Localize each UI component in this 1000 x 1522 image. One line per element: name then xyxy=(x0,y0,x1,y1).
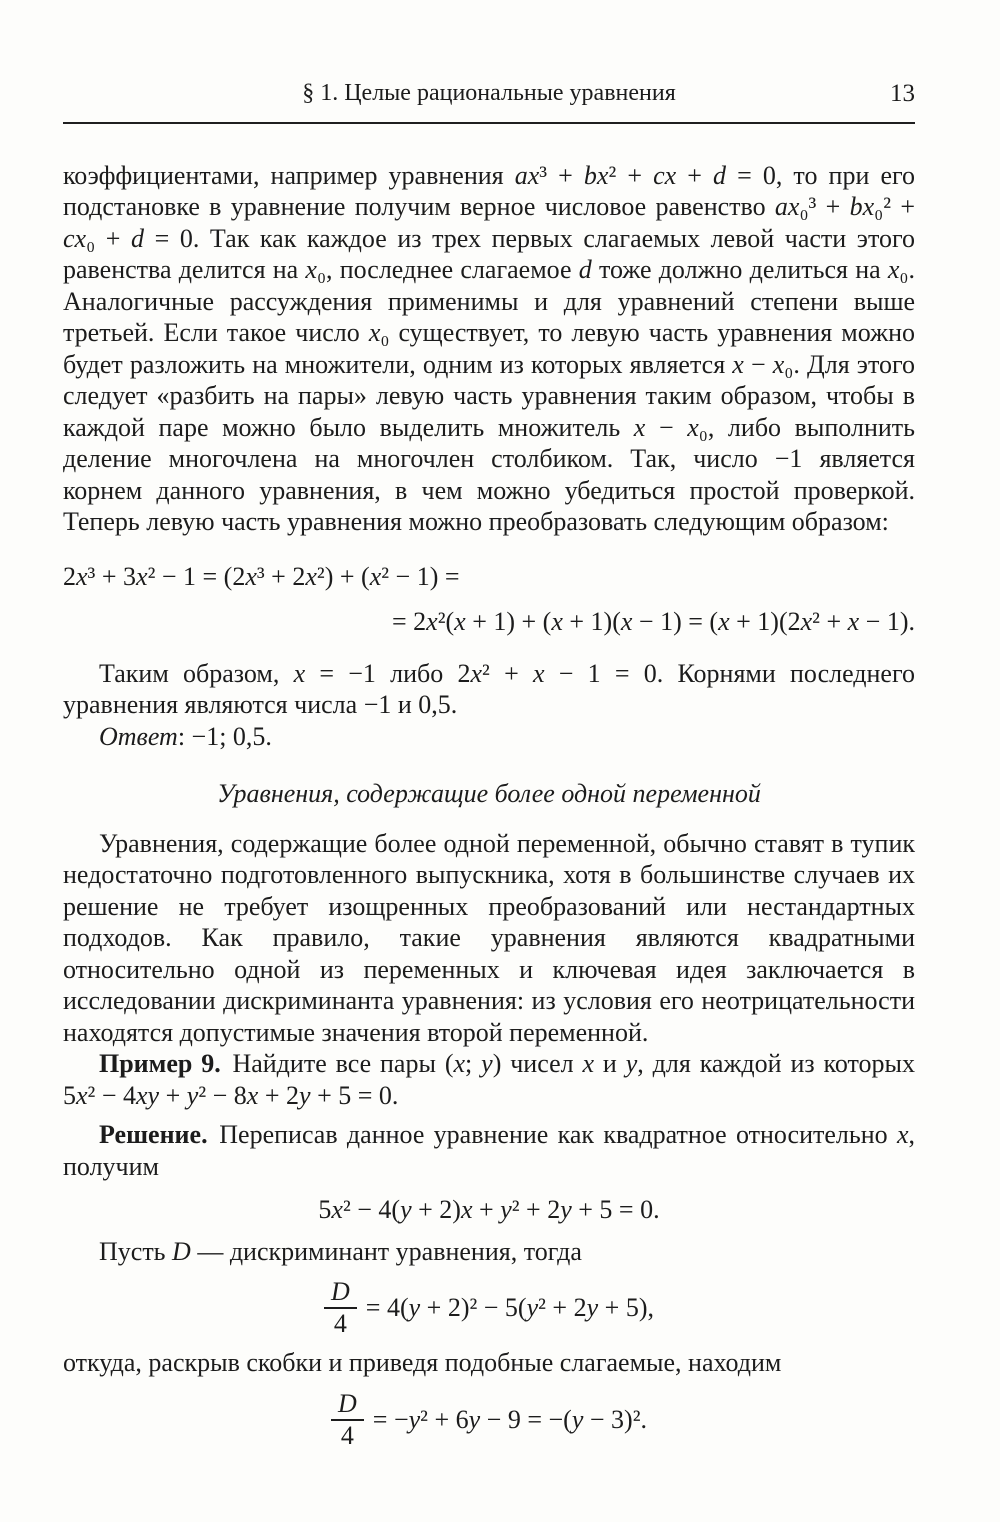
display-equation-discriminant xyxy=(63,1279,915,1337)
running-head-title: § 1. Целые рациональные уравнения xyxy=(302,80,676,106)
paragraph-let-discriminant: Пусть D — дискриминант уравнения, тогда xyxy=(99,1236,582,1266)
spacer xyxy=(63,1111,915,1119)
solution-text: Переписав данное уравнение как квадратное относительно x, получим xyxy=(63,1120,915,1181)
equation-discriminant-rest: = 4(y + 2)² − 5(y² + 2y + 5), xyxy=(365,1293,654,1323)
paragraph-thus: Таким образом, x = −1 либо 2x² + x − 1 = 0. Корнями последнего уравнения являются числа −1 и 0,5. xyxy=(63,658,915,719)
example-paragraph xyxy=(63,1048,915,1111)
running-head xyxy=(63,78,915,124)
answer-value: : −1; 0,5. xyxy=(177,721,272,751)
solution-label: Решение. xyxy=(99,1120,208,1149)
fraction-denominator: 4 xyxy=(333,1309,347,1338)
fraction-d-over-4-2 xyxy=(331,1388,364,1450)
fraction-d-over-4 xyxy=(324,1279,357,1337)
fraction-denominator-2: 4 xyxy=(340,1420,354,1450)
equation-simplified-rest: = −y² + 6y − 9 = −(y − 3)². xyxy=(372,1404,647,1434)
example-text: Найдите все пары (x; y) чисел x и y, для каждой из которых 5x² − 4xy + y² − 8x + 2y + 5 = 0. xyxy=(63,1049,915,1110)
solution-paragraph xyxy=(63,1119,915,1182)
paragraph-coefficients: коэффициентами, например уравнения ax³ + bx² + cx + d = 0, то при его подстановке в уравнение получим верное числовое равенство ax₀³ + bx₀² + cx₀ + d = 0. Так как каждое из трех первых слагаемых левой части этого равенства делится на x₀, последнее слагаемое d тоже должно делиться на x₀. Аналогичные рассуждения применимы и для уравнений степени выше третьей. Если такое число x₀ существует, то левую часть уравнения можно будет разложить на множители, одним из которых является x − x₀. Для этого следует «разбить на пары» левую часть уравнения таким образом, чтобы в каждой паре можно было выделить множитель x − x₀, либо выполнить деление многочлена на многочлен столбиком. Так, число −1 является корнем данного уравнения, в чем можно убедиться простой проверкой. Теперь левую часть уравнения можно преобразовать следующим образом: xyxy=(63,160,916,536)
page-number: 13 xyxy=(890,80,915,107)
fraction-numerator-2: D xyxy=(331,1391,364,1421)
equation-line-1: 2x³ + 3x² − 1 = (2x³ + 2x²) + (x² − 1) = xyxy=(63,561,460,591)
display-equation-quadratic xyxy=(63,1194,915,1226)
fraction-numerator: D xyxy=(324,1279,357,1309)
equation-line-2: = 2x²(x + 1) + (x + 1)(x − 1) = (x + 1)(2x² + x − 1). xyxy=(391,606,915,636)
display-equation-simplified xyxy=(63,1388,915,1450)
paragraph-expanding: откуда, раскрыв скобки и приведя подобные слагаемые, находим xyxy=(63,1348,782,1377)
example-label: Пример 9. xyxy=(99,1049,221,1078)
subsection-heading: Уравнения, содержащие более одной переменной xyxy=(217,779,761,808)
display-equation-factorization xyxy=(63,554,915,644)
answer-line xyxy=(63,721,915,753)
answer-label: Ответ xyxy=(99,721,178,751)
equation-quadratic-text: 5x² − 4(y + 2)x + y² + 2y + 5 = 0. xyxy=(318,1195,660,1224)
paragraph-multivariable-intro: Уравнения, содержащие более одной переменной, обычно ставят в тупик недостаточно подготовленного выпускника, хотя в большинстве случаев их решение не требует изощренных преобразований или нестандартных подходов. Как правило, такие уравнения являются квадратными относительно одной из переменных и ключевая идея заключается в исследовании дискриминанта уравнения: из условия его неотрицательности находятся допустимые значения второй переменной. xyxy=(63,828,915,1047)
